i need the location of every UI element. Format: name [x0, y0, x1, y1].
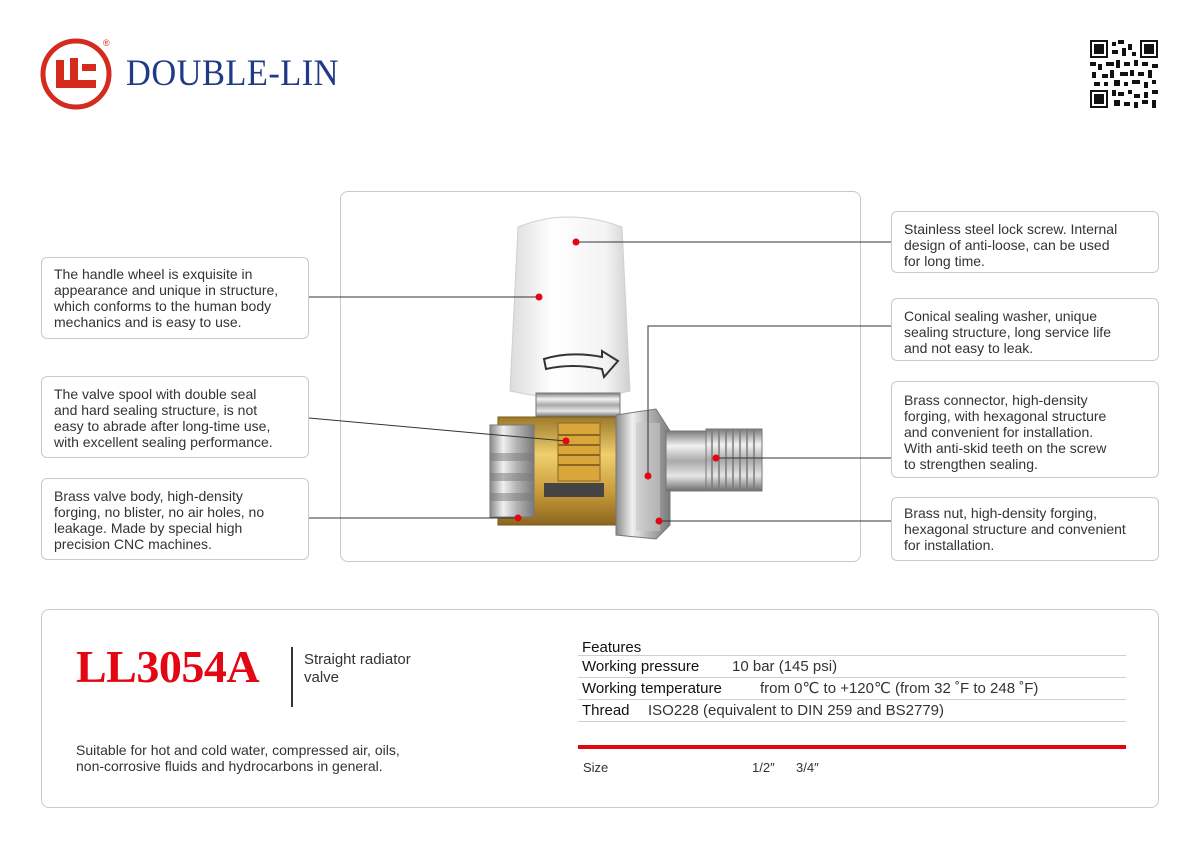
callout-line: for long time. [904, 253, 985, 269]
model-description [304, 651, 411, 687]
callout-line: The valve spool with double seal [54, 386, 257, 402]
callout-line: leakage. Made by special high [54, 520, 243, 536]
callout-line: appearance and unique in structure, [54, 282, 279, 298]
model-description-line: valve [304, 669, 340, 686]
size-label: Size [583, 760, 609, 775]
callout-handle-wheel [41, 257, 309, 339]
brand-logo-icon [40, 38, 112, 110]
feature-value: from 0℃ to +120℃ (from 32 ˚F to 248 ˚F) [760, 680, 1039, 697]
features-table [578, 637, 1126, 722]
feature-value: ISO228 (equivalent to DIN 259 and BS2779) [648, 702, 945, 719]
model-description-line: Straight radiator [304, 651, 411, 668]
usage-text [76, 742, 400, 774]
feature-value: 10 bar (145 psi) [732, 658, 838, 675]
callout-line: The handle wheel is exquisite in [54, 266, 253, 282]
feature-label: Working temperature [582, 680, 722, 697]
callout-brass-connector [891, 381, 1159, 478]
callout-line: easy to abrade after long-time use, [54, 418, 271, 434]
callout-line: Brass nut, high-density forging, [904, 505, 1097, 521]
callout-valve-body [41, 478, 309, 560]
size-value: 3/4″ [796, 760, 819, 775]
callout-line: Brass valve body, high-density [54, 488, 243, 504]
brand-name: DOUBLE-LIN [126, 53, 339, 94]
qr-code-icon [1090, 40, 1158, 108]
callout-line: which conforms to the human body [54, 298, 272, 314]
feature-label: Thread [582, 702, 630, 719]
model-number: LL3054A [76, 641, 260, 692]
size-divider-bar [578, 745, 1126, 749]
callout-line: precision CNC machines. [54, 536, 212, 552]
callout-line: sealing structure, long service life [904, 324, 1111, 340]
feature-row [578, 656, 1126, 678]
callout-line: Brass connector, high-density [904, 392, 1088, 408]
feature-label: Working pressure [582, 658, 700, 675]
feature-row [578, 700, 1126, 722]
callout-brass-nut [891, 497, 1159, 561]
callout-line: design of anti-loose, can be used [904, 237, 1110, 253]
callout-line: hexagonal structure and convenient [904, 521, 1126, 537]
callout-line: forging, no blister, no air holes, no [54, 504, 265, 520]
model-divider [291, 647, 293, 707]
registered-mark: ® [103, 38, 110, 48]
callout-line: mechanics and is easy to use. [54, 314, 242, 330]
callout-line: forging, with hexagonal structure [904, 408, 1107, 424]
callout-line: Conical sealing washer, unique [904, 308, 1098, 324]
callout-valve-spool [41, 376, 309, 458]
usage-line: non-corrosive fluids and hydrocarbons in general. [76, 758, 383, 774]
callout-lock-screw [891, 211, 1159, 273]
features-heading-row [578, 637, 1126, 656]
callout-line: and convenient for installation. [904, 424, 1094, 440]
callout-sealing-washer [891, 298, 1159, 361]
callout-line: with excellent sealing performance. [54, 434, 273, 450]
callout-line: and hard sealing structure, is not [54, 402, 258, 418]
callout-line: Stainless steel lock screw. Internal [904, 221, 1118, 237]
size-value: 1/2″ [752, 760, 775, 775]
feature-row [578, 678, 1126, 700]
callout-line: and not easy to leak. [904, 340, 1034, 356]
features-heading: Features [582, 639, 642, 656]
radiator-valve-illustration [340, 191, 861, 562]
callout-line: for installation. [904, 537, 995, 553]
callout-line: With anti-skid teeth on the screw [904, 440, 1107, 456]
usage-line: Suitable for hot and cold water, compressed air, oils, [76, 742, 400, 758]
callout-line: to strengthen sealing. [904, 456, 1038, 472]
